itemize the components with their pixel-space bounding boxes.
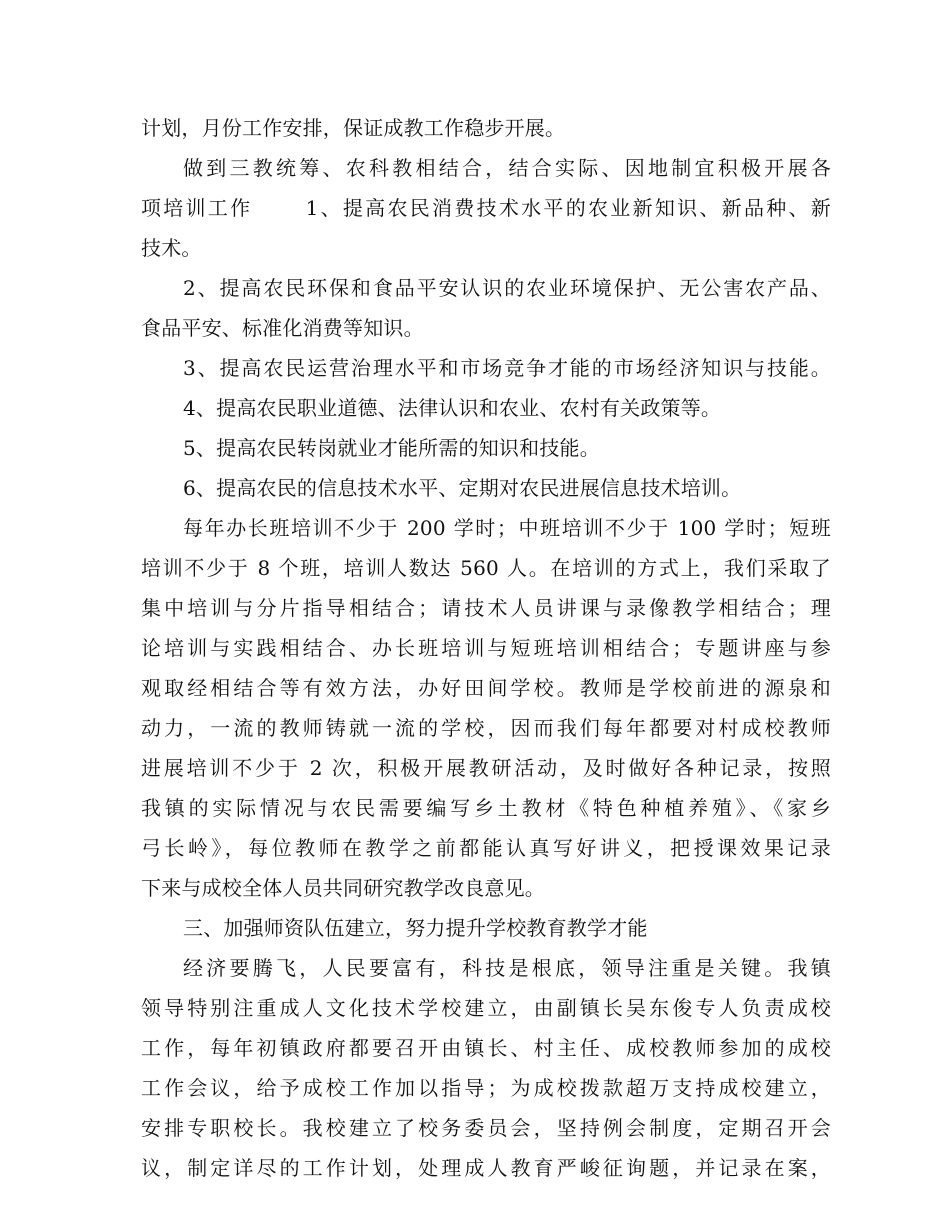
text-line: 三、加强师资队伍建立，努力提升学校教育教学才能 (183, 916, 648, 940)
text-line: 我镇的实际情况与农民需要编写乡土教材《特色种植养殖》、《家乡 (141, 796, 831, 820)
text-line: 每年办长班培训不少于 200 学时；中班培训不少于 100 学时；短班 (183, 516, 831, 540)
text-line: 技术。 (141, 236, 202, 260)
text-line: 经济要腾飞，人民要富有，科技是根底，领导注重是关键。我镇 (183, 956, 831, 980)
text-line: 培训不少于 8 个班，培训人数达 560 人。在培训的方式上，我们采取了 (141, 556, 831, 580)
text-line: 进展培训不少于 2 次，积极开展教研活动，及时做好各种记录，按照 (141, 756, 831, 780)
text-line: 工作，每年初镇政府都要召开由镇长、村主任、成校教师参加的成校 (141, 1036, 831, 1060)
text-line: 集中培训与分片指导相结合；请技术人员讲课与录像教学相结合；理 (141, 596, 831, 620)
text-line: 项培训工作 1、提高农民消费技术水平的农业新知识、新品种、新 (141, 196, 831, 220)
text-line: 做到三教统筹、农科教相结合，结合实际、因地制宜积极开展各 (183, 156, 831, 180)
text-line: 4、提高农民职业道德、法律认识和农业、农村有关政策等。 (183, 396, 722, 420)
text-line: 下来与成校全体人员共同研究教学改良意见。 (141, 876, 545, 900)
text-line: 2、提高农民环保和食品平安认识的农业环境保护、无公害农产品、 (183, 276, 831, 300)
text-line: 观取经相结合等有效方法，办好田间学校。教师是学校前进的源泉和 (141, 676, 831, 700)
text-line: 5、提高农民转岗就业才能所需的知识和技能。 (183, 436, 600, 460)
text-line: 弓长岭》，每位教师在教学之前都能认真写好讲义，把授课效果记录 (141, 836, 831, 860)
text-line: 安排专职校长。我校建立了校务委员会，坚持例会制度，定期召开会 (141, 1116, 831, 1140)
text-line: 领导特别注重成人文化技术学校建立，由副镇长吴东俊专人负责成校 (141, 996, 831, 1020)
text-line: 食品平安、标准化消费等知识。 (141, 316, 424, 340)
text-line: 动力，一流的教师铸就一流的学校，因而我们每年都要对村成校教师 (141, 716, 831, 740)
text-line: 论培训与实践相结合、办长班培训与短班培训相结合；专题讲座与参 (141, 636, 831, 660)
text-line: 计划，月份工作安排，保证成教工作稳步开展。 (141, 116, 566, 140)
text-line: 议，制定详尽的工作计划，处理成人教育严峻征询题，并记录在案， (141, 1156, 831, 1180)
text-line: 6、提高农民的信息技术水平、定期对农民进展信息技术培训。 (183, 476, 742, 500)
text-line: 工作会议，给予成校工作加以指导；为成校拨款超万支持成校建立， (141, 1076, 831, 1100)
text-line: 3、提高农民运营治理水平和市场竞争才能的市场经济知识与技能。 (183, 356, 831, 380)
document-body (141, 108, 831, 1188)
